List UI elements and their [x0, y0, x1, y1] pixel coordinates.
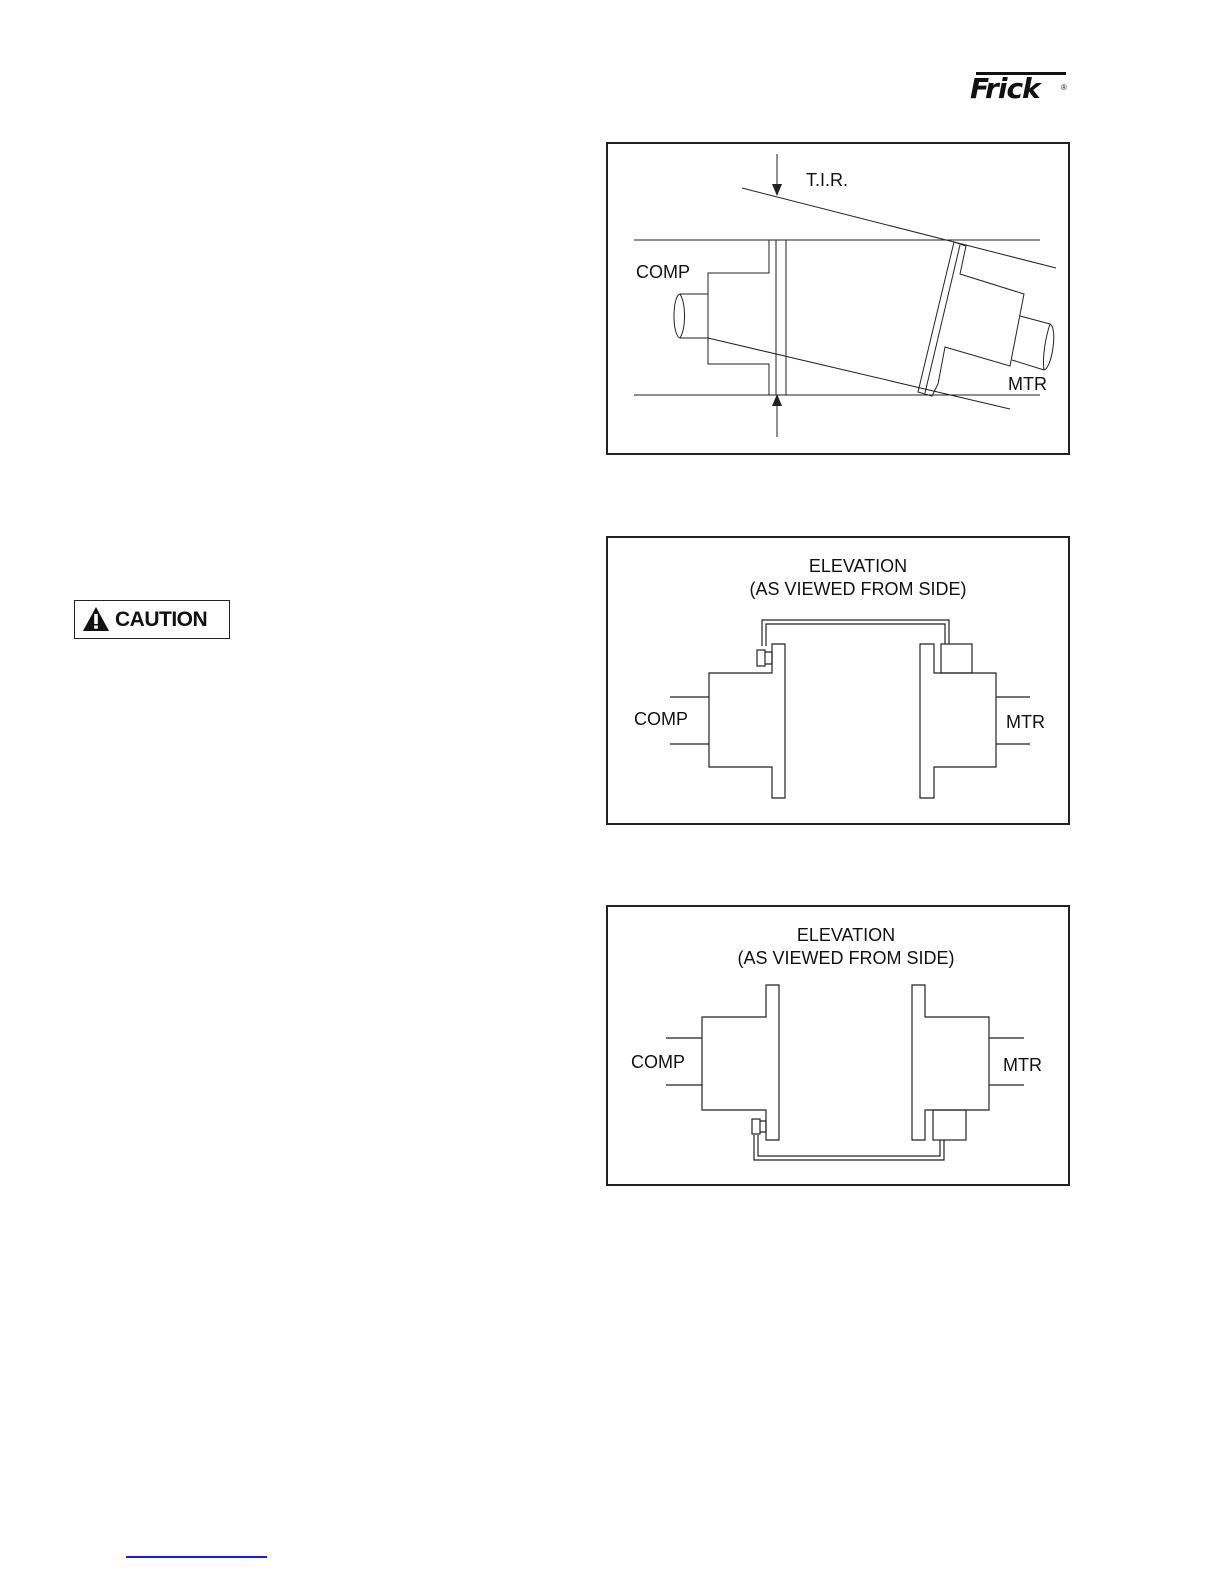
elevation-title-line1: ELEVATION [796, 925, 896, 945]
comp-label: COMP [636, 262, 690, 282]
footer-link-underline[interactable] [126, 1556, 267, 1558]
elevation-title [696, 924, 996, 970]
frick-logo [970, 68, 1070, 108]
comp-label: COMP [634, 709, 688, 729]
elevation-title-line1: ELEVATION [808, 556, 908, 576]
mtr-label: MTR [1003, 1055, 1042, 1075]
elevation-top-indicator-figure [606, 536, 1070, 825]
mtr-label: MTR [1008, 374, 1047, 394]
caution-badge [74, 600, 230, 639]
tir-misalignment-figure [606, 142, 1070, 455]
registered-mark: ® [1061, 83, 1067, 92]
warning-triangle-icon [82, 606, 110, 632]
elevation-title [708, 555, 1008, 601]
logo-text: Frick [970, 72, 1040, 105]
caution-label: CAUTION [115, 608, 208, 631]
comp-label: COMP [631, 1052, 685, 1072]
elevation-title-line2: (AS VIEWED FROM SIDE) [749, 579, 967, 599]
elevation-bottom-indicator-figure [606, 905, 1070, 1186]
mtr-label: MTR [1006, 712, 1045, 732]
elevation-title-line2: (AS VIEWED FROM SIDE) [737, 948, 955, 968]
tir-label: T.I.R. [806, 170, 849, 190]
